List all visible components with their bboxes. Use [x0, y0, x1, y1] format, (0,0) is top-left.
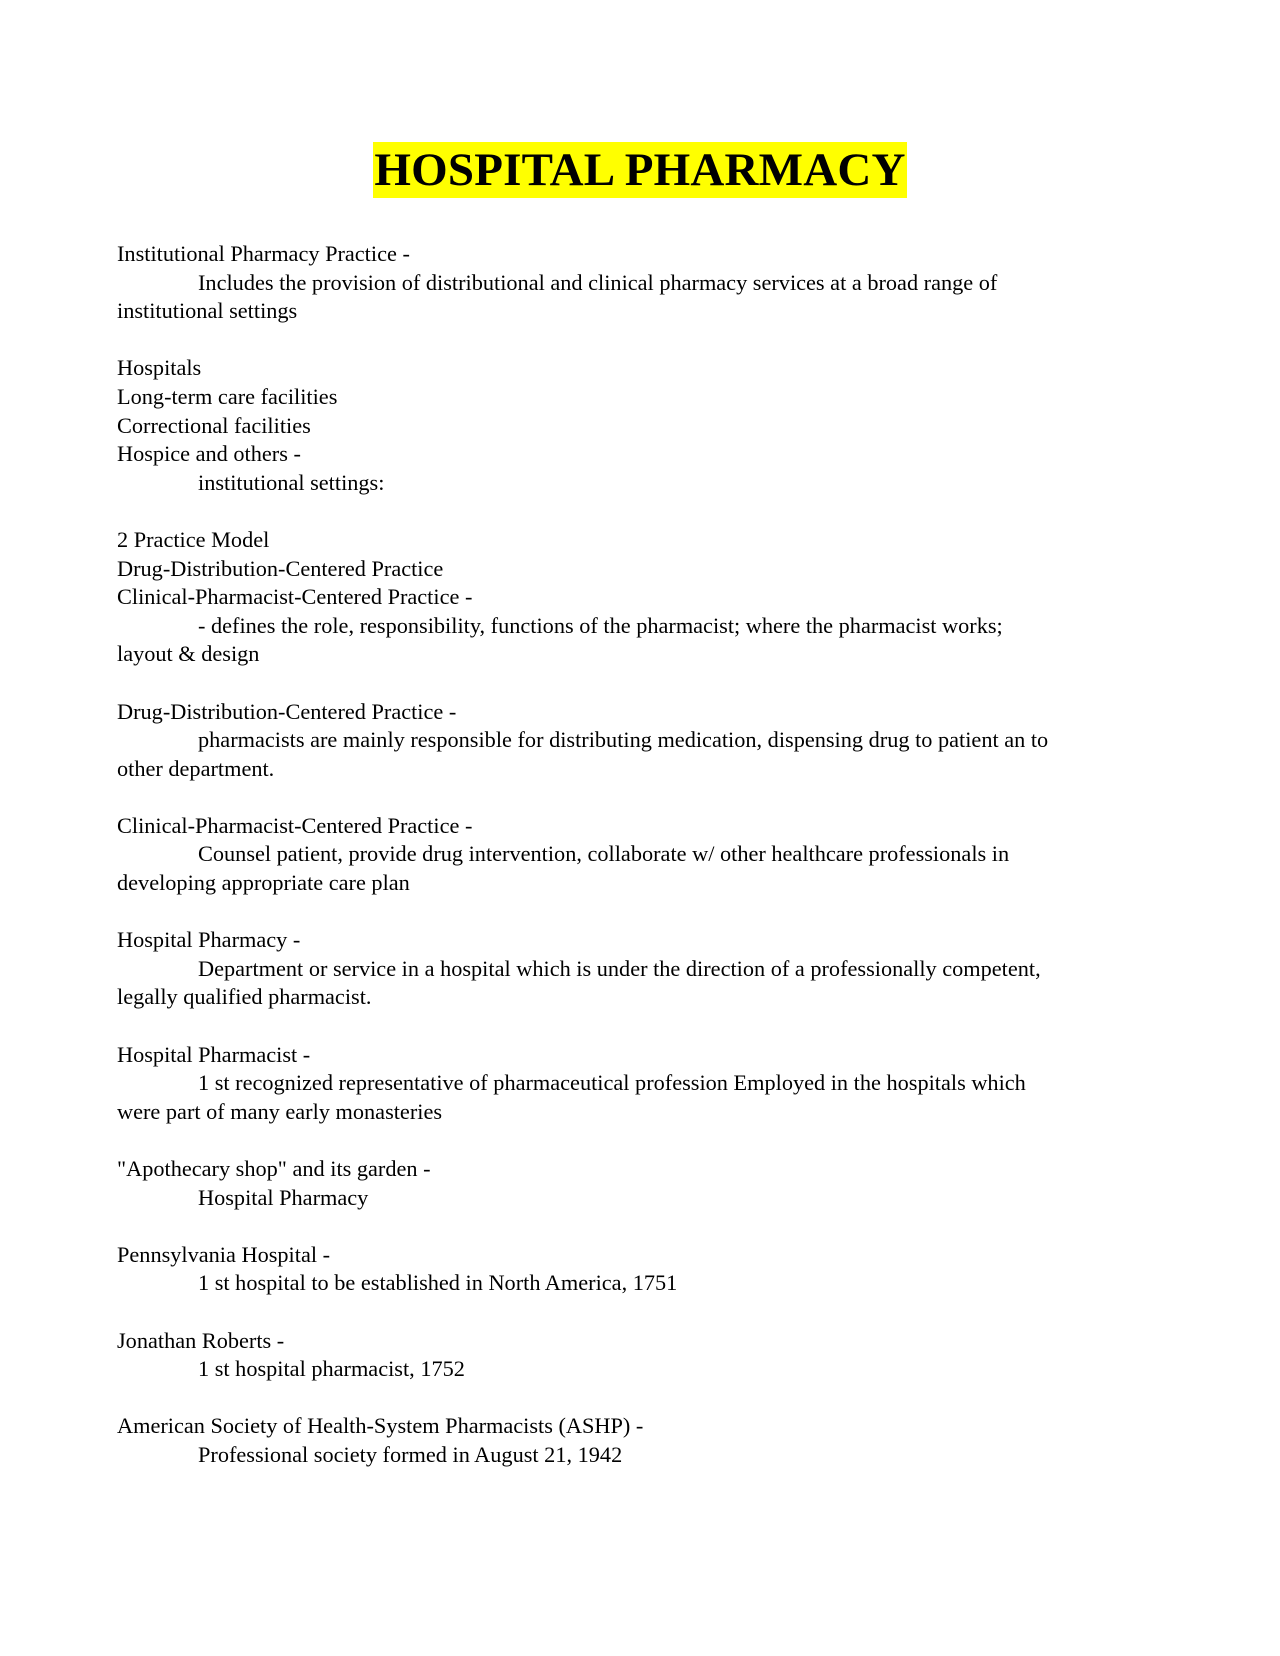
definition-continuation: layout & design [117, 641, 260, 667]
paragraph-gap [117, 783, 1157, 812]
term: Hospital Pharmacist - [117, 1041, 311, 1067]
section-jonathan-roberts [117, 1327, 1157, 1384]
section-institutional-pharmacy-practice [117, 240, 1157, 326]
definition-continuation: other department. [117, 755, 275, 781]
section-drug-distribution-centered-practice [117, 698, 1157, 784]
section-hospital-pharmacy [117, 926, 1157, 1012]
paragraph-gap [117, 898, 1157, 927]
term: Hospital Pharmacy - [117, 927, 301, 953]
term: Drug-Distribution-Centered Practice - [117, 698, 457, 724]
section-ashp [117, 1412, 1157, 1469]
paragraph-gap [117, 1012, 1157, 1041]
definition-line: 1 st hospital to be established in North America, 1751 [198, 1270, 678, 1296]
definition-line: - defines the role, responsibility, functions of the pharmacist; where the pharmacist works; [198, 612, 1003, 638]
definition-continuation: were part of many early monasteries [117, 1098, 443, 1124]
definition-continuation: developing appropriate care plan [117, 870, 410, 896]
term: Institutional Pharmacy Practice - [117, 241, 410, 266]
list-item: Clinical-Pharmacist-Centered Practice - [117, 584, 473, 610]
section-clinical-pharmacist-centered-practice [117, 812, 1157, 898]
section-practice-model [117, 526, 1157, 669]
paragraph-gap [117, 1298, 1157, 1327]
definition-line: Professional society formed in August 21, 1942 [198, 1441, 623, 1467]
term: "Apothecary shop" and its garden - [117, 1156, 431, 1181]
paragraph-gap [117, 326, 1157, 355]
title-container [0, 142, 1280, 198]
paragraph-gap [117, 669, 1157, 698]
list-item: Hospitals [117, 355, 202, 381]
section-hospital-pharmacist [117, 1041, 1157, 1127]
section-apothecary-shop [117, 1155, 1157, 1212]
definition-line: Includes the provision of distributional and clinical pharmacy services at a broad range of [198, 269, 998, 295]
list-item: Correctional facilities [117, 412, 311, 438]
definition-line: 1 st recognized representative of pharmaceutical profession Employed in the hospitals which [198, 1070, 1026, 1096]
section-institutional-settings [117, 354, 1157, 497]
paragraph-gap [117, 1384, 1157, 1413]
list-item: 2 Practice Model [117, 526, 270, 552]
paragraph-gap [117, 497, 1157, 526]
definition-continuation: institutional settings [117, 298, 298, 324]
list-item: Long-term care facilities [117, 383, 338, 409]
definition-line: Counsel patient, provide drug intervention, collaborate w/ other healthcare professionals in [198, 841, 1010, 867]
page-title: HOSPITAL PHARMACY [374, 144, 906, 196]
definition-line: institutional settings: [198, 469, 385, 495]
paragraph-gap [117, 1126, 1157, 1155]
definition-line: Hospital Pharmacy [198, 1184, 369, 1210]
list-item: Hospice and others - [117, 441, 301, 467]
section-pennsylvania-hospital [117, 1241, 1157, 1298]
term: American Society of Health-System Pharmacists (ASHP) - [117, 1413, 644, 1439]
term: Clinical-Pharmacist-Centered Practice - [117, 812, 473, 838]
term: Pennsylvania Hospital - [117, 1241, 331, 1267]
definition-line: 1 st hospital pharmacist, 1752 [198, 1356, 465, 1382]
definition-line: Department or service in a hospital which is under the direction of a professionally competent, [198, 955, 1041, 981]
document-body [117, 240, 1157, 1470]
definition-continuation: legally qualified pharmacist. [117, 984, 372, 1010]
definition-line: pharmacists are mainly responsible for distributing medication, dispensing drug to patient an to [198, 727, 1049, 753]
list-item: Drug-Distribution-Centered Practice [117, 555, 444, 581]
term: Jonathan Roberts - [117, 1327, 285, 1353]
paragraph-gap [117, 1212, 1157, 1241]
